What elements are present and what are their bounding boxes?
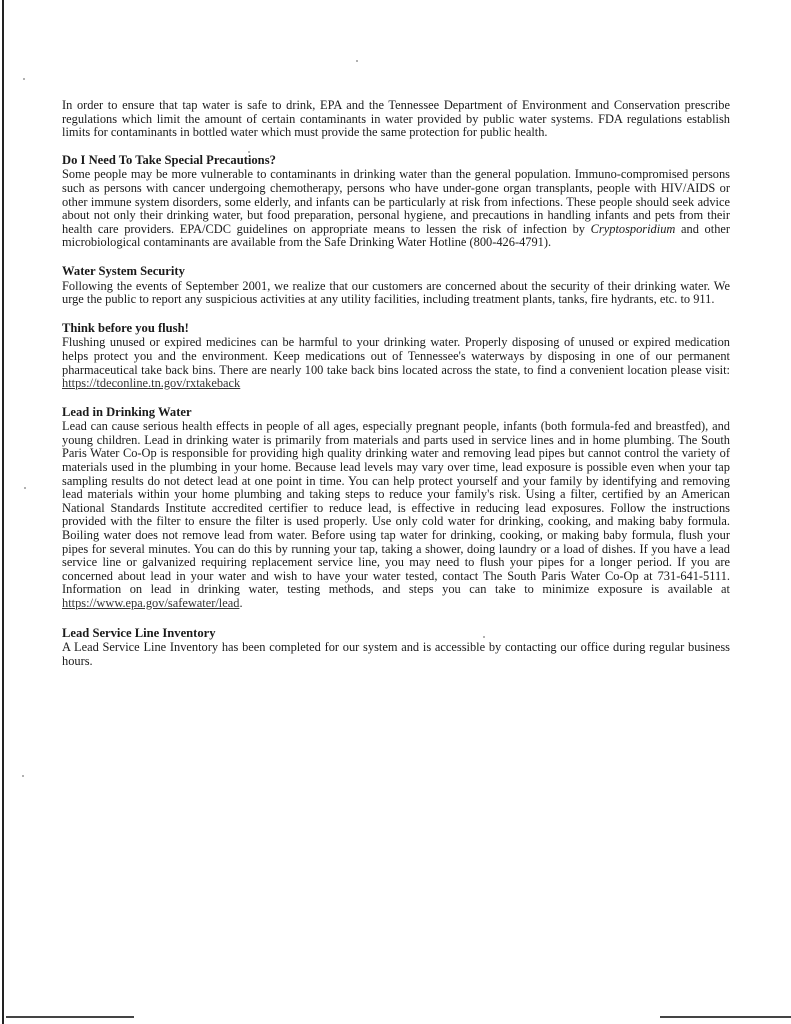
security-section [62,265,730,307]
bottom-rule-left [6,1016,134,1018]
precautions-paragraph [62,168,730,250]
precautions-heading: Do I Need To Take Special Precautions? [62,152,276,167]
inventory-section [62,627,730,669]
flush-paragraph [62,336,730,390]
lead-heading: Lead in Drinking Water [62,404,192,419]
scan-speck [356,60,358,62]
scan-speck [24,487,26,489]
bottom-rule-right [660,1016,791,1018]
precautions-text-end: and other microbiological contaminants are available from the Safe Drinking Water Hotline (800-426-4791). [62,221,731,250]
scan-speck [22,775,24,777]
lead-paragraph [62,420,730,610]
scan-speck [23,78,25,80]
epa-lead-link[interactable]: https://www.epa.gov/safewater/lead [62,596,240,610]
rxtakeback-link[interactable]: https://tdeconline.tn.gov/rxtakeback [62,376,241,391]
lead-text: Lead can cause serious health effects in people of all ages, especially pregnant people, infants (both formula-fed and breastfed), and young children. Lead in drinking water is primarily from materials and parts used in service lines and in home plumbing. The South Paris Water Co-Op is responsible for providing high quality drinking water and removing lead pipes but cannot control the variety of materials used in the plumbing in your home. Because lead levels may vary over time, lead exposure is possible even when your tap sampling results do not detect lead at one point in time. You can help protect yourself and your family by identifying and removing lead materials within your home plumbing and taking steps to reduce your family's risk. Using a filter, certified by an American National Standards Institute accredited certifier to reduce lead, is effective in reducing lead exposures. Follow the instructions provided with the filter to ensure the filter is used properly. Use only cold water for drinking, cooking, and making baby formula. Boiling water does not remove lead from water. Before using tap water for drinking, cooking, or making baby formula, flush your pipes for several minutes. You can do this by running your tap, taking a shower, doing laundry or a load of dishes. If you have a lead service line or galvanized requiring replacement service line, you may need to flush your pipes for a longer period. If you are concerned about lead in your water and wish to have your water tested, contact The South Paris Water Co-Op at 731-641-5111. Information on lead in drinking water, testing methods, and steps you can take to minimize exposure is available at [62,419,730,597]
flush-section [62,322,730,391]
inventory-heading: Lead Service Line Inventory [62,625,216,640]
document-body [62,99,730,668]
security-paragraph: Following the events of September 2001, we realize that our customers are concerned about the security of their drinking water. We urge the public to report any suspicious activities at any utility facilities, including treatment plants, tanks, fire hydrants, etc. to 911. [62,278,730,307]
inventory-paragraph: A Lead Service Line Inventory has been completed for our system and is accessible by contacting our office during regular business hours. [62,640,730,668]
flush-heading: Think before you flush! [62,320,189,335]
precautions-section [62,154,730,250]
flush-text: Flushing unused or expired medicines can be harmful to your drinking water. Properly disposing of unused or expired medication helps protect you and the environment. Keep medications out of Tennessee's waterways by disposing in one of our permanent pharmaceutical take back bins. There are nearly 100 take back bins located across the state, to find a convenient location please visit: [62,335,730,377]
precautions-italic-term: Cryptosporidium [590,221,676,236]
security-heading: Water System Security [62,263,185,278]
page-left-edge [2,0,4,1024]
lead-link-suffix: . [239,596,243,610]
precautions-text: Some people may be more vulnerable to contaminants in drinking water than the general population. Immuno-compromised persons such as persons with cancer undergoing chemotherapy, persons who have under-gone organ transplants, people with HIV/AIDS or other immune system disorders, some elderly, and infants can be particularly at risk from infections. These people should seek advice about not only their drinking water, but food preparation, personal hygiene, and precautions in handling infants and pets from their health care providers. EPA/CDC guidelines on appropriate means to lessen the risk of infection by [62,167,730,236]
lead-section [62,406,730,611]
intro-paragraph: In order to ensure that tap water is safe to drink, EPA and the Tennessee Department of Environment and Conservation prescribe regulations which limit the amount of certain contaminants in water provided by public water systems. FDA regulations establish limits for contaminants in bottled water which must provide the same protection for public health. [62,98,730,140]
